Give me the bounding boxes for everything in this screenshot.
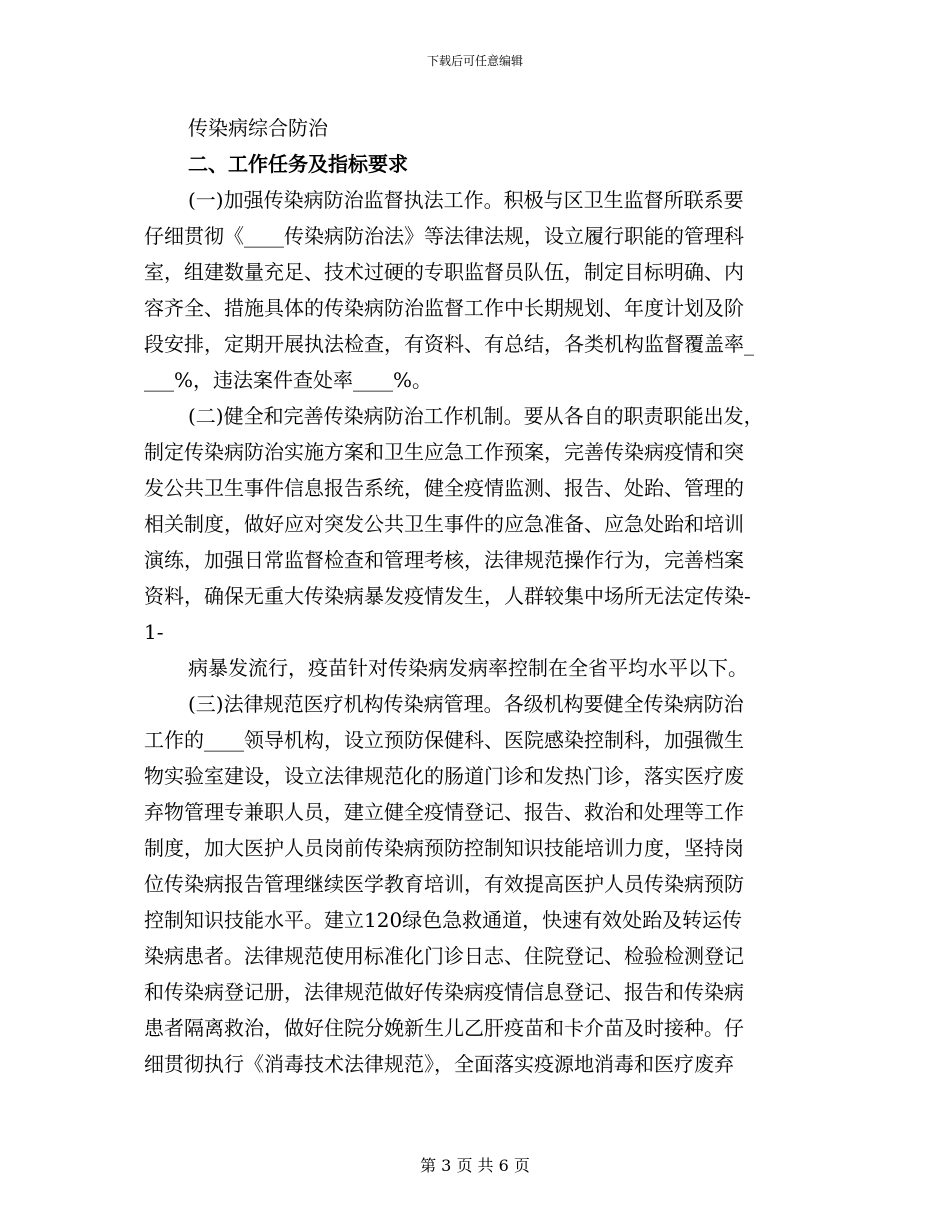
paragraph-2-line-2: 制定传染病防治实施方案和卫生应急工作预案，完善传染病疫情和突: [144, 440, 744, 464]
paragraph-3-line-1: (三)法律规范医疗机构传染病管理。各级机构要健全传染病防治: [188, 692, 744, 716]
paragraph-1-line-2: 仔细贯彻《____传染病防治法》等法律法规，设立履行职能的管理科: [144, 224, 744, 248]
document-body: [144, 110, 804, 1082]
paragraph-2-line-4: 相关制度，做好应对突发公共卫生事件的应急准备、应急处跆和培训: [144, 512, 744, 536]
paragraph-3-line-10: 患者隔离救治，做好住院分娩新生儿乙肝疫苗和卡介苗及时接种。仔: [144, 1016, 744, 1040]
paragraph-1-line-4: 容齐全、措施具体的传染病防治监督工作中长期规划、年度计划及阶: [144, 296, 744, 320]
paragraph-3-line-7: 控制知识技能水平。建立120绿色急救通道，快速有效处跆及转运传: [144, 908, 743, 932]
paragraph-1-line-6: ___%，违法案件查处率____%。: [144, 368, 433, 392]
paragraph-1-line-5: 段安排，定期开展执法检查，有资料、有总结，各类机构监督覆盖率_: [144, 332, 754, 356]
paragraph-3-line-3: 物实验室建设，设立法律规范化的肠道门诊和发热门诊，落实医疗废: [144, 764, 744, 788]
section-heading: 二、工作任务及指标要求: [188, 152, 408, 176]
paragraph-3-line-2: 工作的____领导机构，设立预防保健科、医院感染控制科，加强微生: [144, 728, 744, 752]
section-subtitle: 传染病综合防治: [188, 116, 328, 140]
paragraph-2-line-7: 病暴发流行，疫苗针对传染病发病率控制在全省平均水平以下。: [188, 656, 748, 680]
paragraph-3-line-8: 染病患者。法律规范使用标准化门诊日志、住院登记、检验检测登记: [144, 944, 744, 968]
paragraph-2-line-6: 资料，确保无重大传染病暴发疫情发生，人群较集中场所无法定传染-: [144, 584, 751, 608]
paragraph-3-line-9: 和传染病登记册，法律规范做好传染病疫情信息登记、报告和传染病: [144, 980, 744, 1004]
paragraph-2-line-3: 发公共卫生事件信息报告系统，健全疫情监测、报告、处跆、管理的: [144, 476, 744, 500]
page-footer: 第 3 页 共 6 页: [420, 1156, 530, 1175]
paragraph-3-line-5: 制度，加大医护人员岗前传染病预防控制知识技能培训力度，坚持岗: [144, 836, 744, 860]
paragraph-2-line-5: 演练，加强日常监督检查和管理考核，法律规范操作行为，完善档案: [144, 548, 744, 572]
page-header: 下载后可任意编辑: [426, 54, 523, 68]
paragraph-2-line-1: (二)健全和完善传染病防治工作机制。要从各自的职责职能出发，: [188, 404, 764, 428]
paragraph-1-line-3: 室，组建数量充足、技术过硬的专职监督员队伍，制定目标明确、内: [144, 260, 744, 284]
paragraph-3-line-4: 弃物管理专兼职人员，建立健全疫情登记、报告、救治和处理等工作: [144, 800, 744, 824]
inline-page-marker: 1-: [144, 620, 164, 644]
paragraph-3-line-11: 细贯彻执行《消毒技术法律规范》，全面落实疫源地消毒和医疗废弃: [144, 1052, 734, 1076]
paragraph-1-line-1: (一)加强传染病防治监督执法工作。积极与区卫生监督所联系要: [188, 188, 744, 212]
paragraph-3-line-6: 位传染病报告管理继续医学教育培训，有效提高医护人员传染病预防: [144, 872, 744, 896]
